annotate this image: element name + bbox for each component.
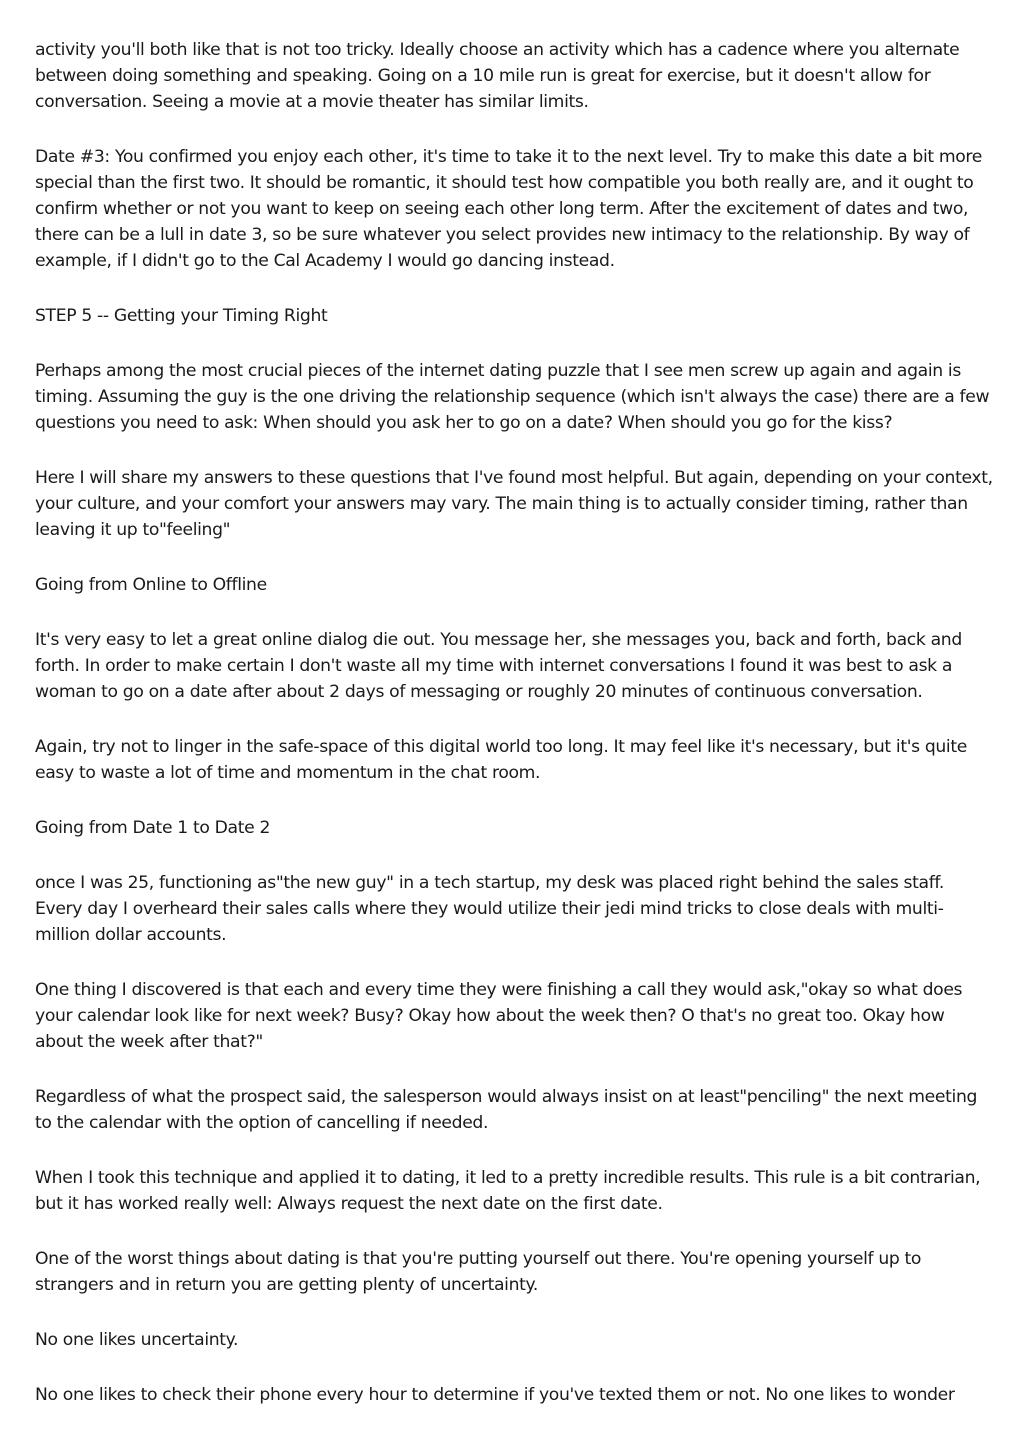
paragraph-next-date-rule: When I took this technique and applied it to dating, it led to a pretty incredible results. This rule is a bit contrarian, but it has worked really well: Always request the next date on the first date. bbox=[35, 1168, 981, 1214]
paragraph-answers: Here I will share my answers to these questions that I've found most helpful. But again, depending on your context, your culture, and your comfort your answers may vary. The main thing is to actually consider timing, rather than leaving it up to"feeling" bbox=[35, 468, 993, 540]
document-body bbox=[35, 37, 995, 1437]
heading-step-5: STEP 5 -- Getting your Timing Right bbox=[35, 306, 328, 326]
paragraph-sales-calls: One thing I discovered is that each and every time they were finishing a call they would ask,"okay so what does your calendar look like for next week? Busy? Okay how about the week then? O that's no great too. Okay how about the week after that?" bbox=[35, 980, 963, 1052]
paragraph-check-phone: No one likes to check their phone every hour to determine if you've texted them or not. No one likes to wonder bbox=[35, 1385, 955, 1405]
paragraph-penciling: Regardless of what the prospect said, the salesperson would always insist on at least"penciling" the next meeting to the calendar with the option of cancelling if needed. bbox=[35, 1087, 978, 1133]
paragraph-activity-choice: activity you'll both like that is not too tricky. Ideally choose an activity which has a cadence where you alternate between doing something and speaking. Going on a 10 mile run is great for exercise, but it doesn't allow for conversation. Seeing a movie at a movie theater has similar limits. bbox=[35, 40, 960, 112]
heading-online-to-offline: Going from Online to Offline bbox=[35, 575, 267, 595]
heading-date-1-to-2: Going from Date 1 to Date 2 bbox=[35, 818, 271, 838]
paragraph-tech-startup: once I was 25, functioning as"the new guy" in a tech startup, my desk was placed right behind the sales staff. Every day I overheard their sales calls where they would utilize their jedi mind tricks to close deals with multi-million dollar accounts. bbox=[35, 873, 944, 945]
paragraph-timing-intro: Perhaps among the most crucial pieces of the internet dating puzzle that I see men screw up again and again is timing. Assuming the guy is the one driving the relationship sequence (which isn't always the case) there are a few questions you need to ask: When should you ask her to go on a date? When should you go for the kiss? bbox=[35, 361, 990, 433]
paragraph-date-3: Date #3: You confirmed you enjoy each other, it's time to take it to the next level. Try to make this date a bit more special than the first two. It should be romantic, it should test how compatible you both really are, and it ought to confirm whether or not you want to keep on seeing each other long term. After the excitement of dates and two, there can be a lull in date 3, so be sure whatever you select provides new intimacy to the relationship. By way of example, if I didn't go to the Cal Academy I would go dancing instead. bbox=[35, 147, 982, 271]
paragraph-uncertainty: One of the worst things about dating is that you're putting yourself out there. You're opening yourself up to strangers and in return you are getting plenty of uncertainty. bbox=[35, 1249, 922, 1295]
paragraph-no-one-likes-uncertainty: No one likes uncertainty. bbox=[35, 1330, 239, 1350]
paragraph-safe-space: Again, try not to linger in the safe-space of this digital world too long. It may feel like it's necessary, but it's quite easy to waste a lot of time and momentum in the chat room. bbox=[35, 737, 967, 783]
paragraph-online-dialog: It's very easy to let a great online dialog die out. You message her, she messages you, back and forth, back and forth. In order to make certain I don't waste all my time with internet conversations I found it was best to ask a woman to go on a date after about 2 days of messaging or roughly 20 minutes of continuous conversation. bbox=[35, 630, 962, 702]
